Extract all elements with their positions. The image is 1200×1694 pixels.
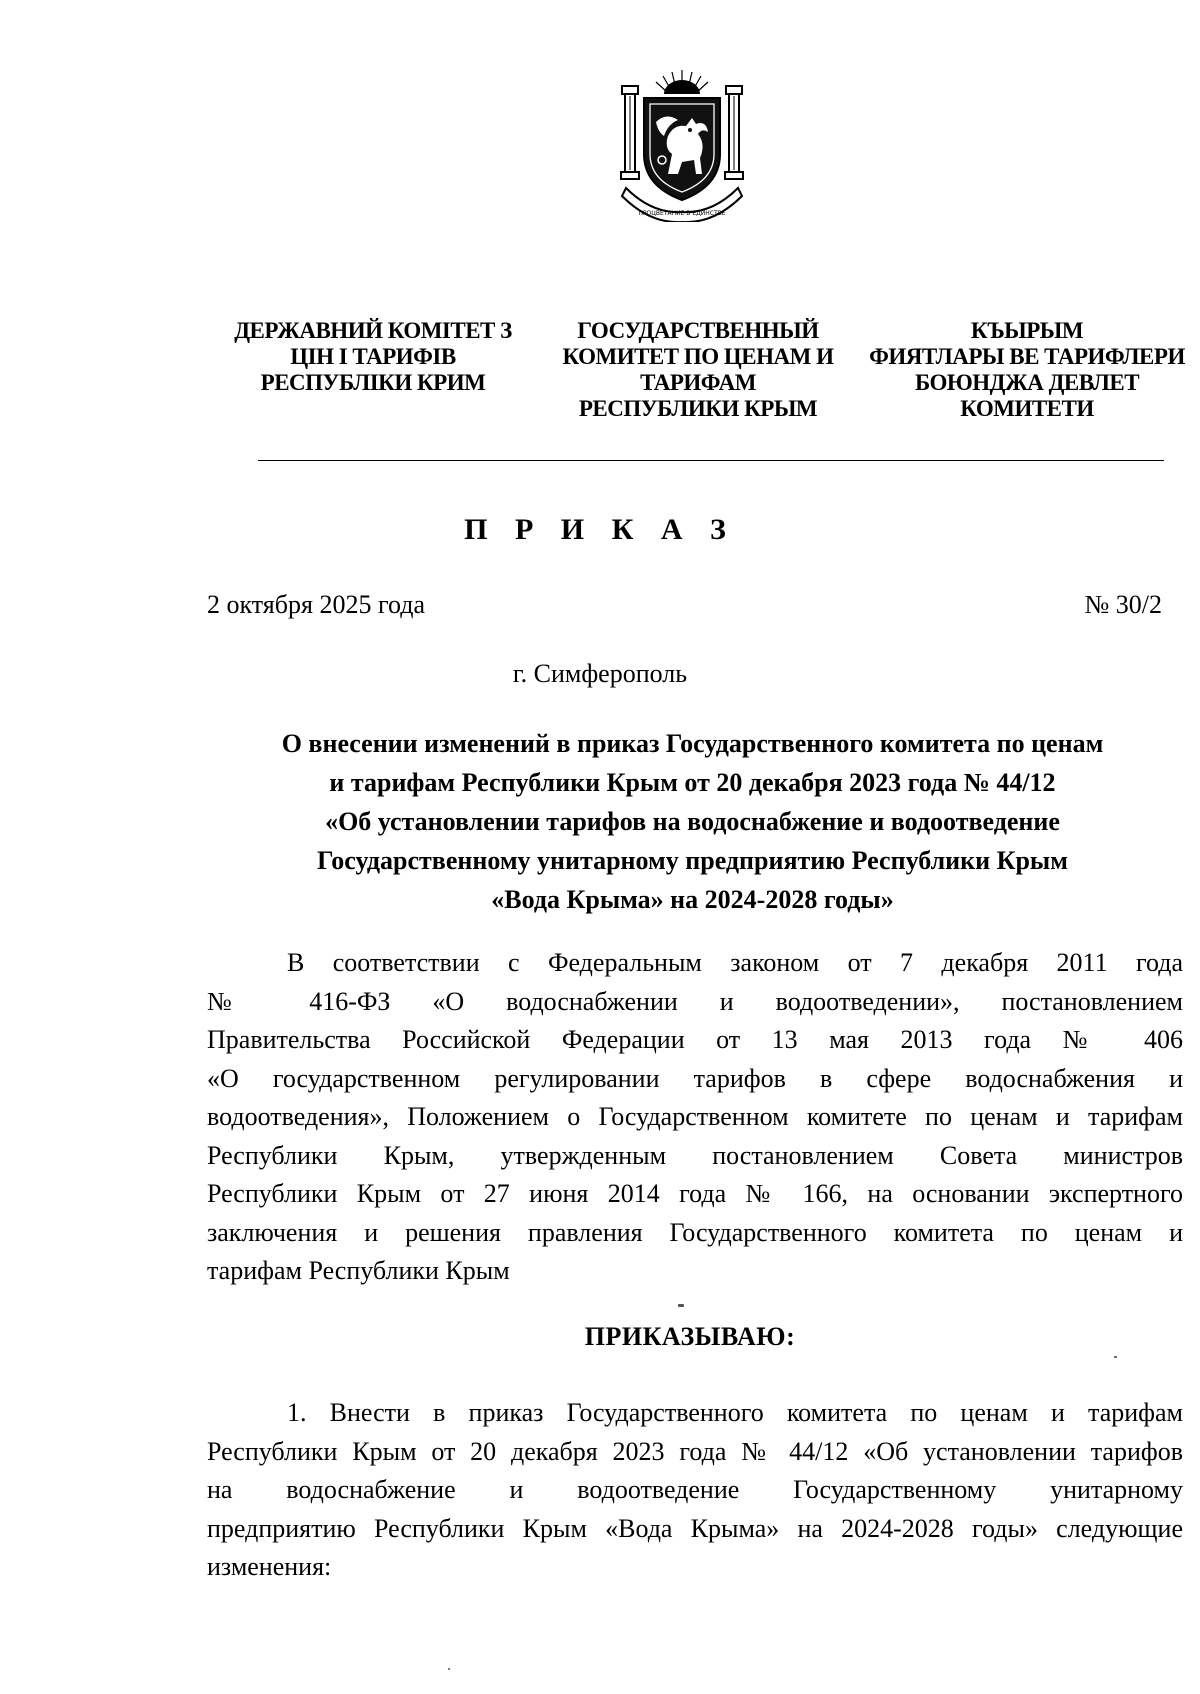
header-divider: [258, 460, 1164, 461]
header-crimean-tatar: [862, 318, 1192, 422]
header-line: ЦІН І ТАРИФІВ: [290, 344, 456, 369]
preamble-paragraph: [207, 944, 1183, 1291]
subject-line: О внесении изменений в приказ Государственного комитета по ценам: [281, 729, 1104, 758]
document-date: 2 октября 2025 года: [207, 590, 425, 619]
paragraph-line: Республики Крым от 20 декабря 2023 года № 44/12 «Об установлении тарифов: [207, 1436, 1183, 1466]
subject-line: и тарифам Республики Крым от 20 декабря 2023 года № 44/12: [329, 768, 1056, 797]
scan-speck: [678, 1304, 684, 1307]
header-line: КОМИТЕТ ПО ЦЕНАМ И: [562, 344, 834, 369]
document-subject: [200, 724, 1185, 919]
paragraph-line: Республики Крым, утвержденным постановлением Совета министров: [207, 1140, 1183, 1170]
paragraph-line: В соответствии с Федеральным законом от 7 декабря 2011 года: [287, 948, 1183, 977]
subject-line: Государственному унитарному предприятию Республики Крым: [317, 846, 1068, 875]
paragraph-line: Республики Крым от 27 июня 2014 года № 166, на основании экспертного: [207, 1179, 1183, 1208]
paragraph-line: 1. Внести в приказ Государственного комитета по ценам и тарифам: [287, 1398, 1183, 1427]
paragraph-line: на водоснабжение и водоотведение Государственному унитарному: [207, 1475, 1183, 1504]
header-line: КЪЫРЫМ: [970, 318, 1084, 343]
document-city: г. Симферополь: [512, 659, 688, 688]
scan-speck: [1114, 1356, 1117, 1358]
paragraph-line: Правительства Российской Федерации от 13 мая 2013 года № 406: [207, 1025, 1183, 1054]
svg-text:ПРОЦВЕТАНИЕ В ЕДИНСТВЕ: ПРОЦВЕТАНИЕ В ЕДИНСТВЕ: [638, 210, 726, 217]
paragraph-line: изменения:: [207, 1552, 332, 1581]
header-line: ДЕРЖАВНИЙ КОМІТЕТ З: [234, 318, 512, 343]
header-ukrainian: [228, 318, 518, 396]
subject-line: «Об установлении тарифов на водоснабжение и водоотведение: [325, 807, 1060, 836]
paragraph-line: предприятию Республики Крым «Вода Крыма» на 2024-2028 годы» следующие: [207, 1513, 1183, 1543]
header-line: ФИЯТЛАРЫ ВЕ ТАРИФЛЕРИ: [869, 344, 1185, 369]
header-line: РЕСПУБЛІКИ КРИМ: [260, 370, 486, 395]
paragraph-line: «О государственном регулировании тарифов в сфере водоснабжения и: [207, 1063, 1183, 1093]
crimea-coat-of-arms-icon: [616, 62, 748, 222]
paragraph-line: тарифам Республики Крым: [207, 1256, 510, 1285]
header-line: БОЮНДЖА ДЕВЛЕТ: [914, 370, 1140, 395]
paragraph-line: заключения и решения правления Государственного комитета по ценам и: [207, 1217, 1183, 1247]
header-russian: [548, 318, 848, 422]
paragraph-line: № 416-ФЗ «О водоснабжении и водоотведении», постановлением: [207, 986, 1183, 1016]
item-1-paragraph: [207, 1394, 1183, 1587]
header-line: КОМИТЕТИ: [960, 396, 1094, 421]
subject-line: «Вода Крыма» на 2024-2028 годы»: [491, 885, 894, 914]
header-line: РЕСПУБЛИКИ КРЫМ: [578, 396, 818, 421]
scan-speck: [448, 1668, 450, 1670]
paragraph-line: водоотведения», Положением о Государственном комитете по ценам и тарифам: [207, 1102, 1183, 1131]
header-line: ТАРИФАМ: [640, 370, 756, 395]
document-number: № 30/2: [1084, 590, 1162, 619]
header-line: ГОСУДАРСТВЕННЫЙ: [577, 318, 819, 343]
order-heading: ПРИКАЗЫВАЮ:: [584, 1322, 796, 1351]
document-title: П Р И К А З: [464, 513, 736, 546]
